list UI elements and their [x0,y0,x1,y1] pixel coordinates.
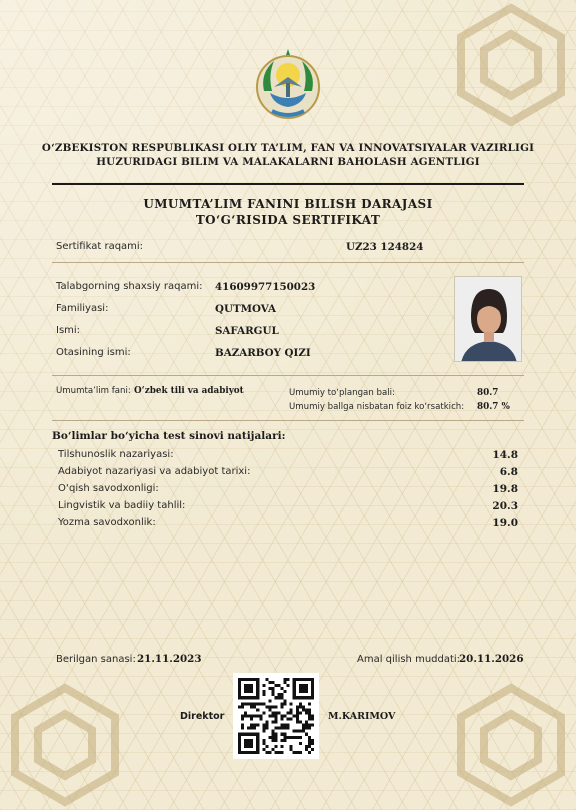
verification-qr-code[interactable] [233,673,319,759]
first-name-value: SAFARGUL [215,325,279,337]
result-score: 19.0 [492,517,518,529]
certificate-title-line-1: UMUMTA’LIM FANINI BILISH DARAJASI [143,197,433,211]
subject-value: O‘zbek tili va adabiyot [134,386,244,396]
personal-id-value: 41609977150023 [215,281,316,293]
valid-until-value: 20.11.2026 [459,653,524,665]
corner-ornament-bottom-right [446,680,576,810]
result-label: Tilshunoslik nazariyasi: [58,449,174,460]
percent-score-value: 80.7 % [477,402,510,412]
result-label: Yozma savodxonlik: [58,517,156,528]
valid-until-label: Amal qilish muddati: [357,654,461,665]
patronymic-label: Otasining ismi: [56,347,131,358]
result-score: 20.3 [492,500,518,512]
certificate-divider [52,262,524,263]
patronymic-value: BAZARBOY QIZI [215,347,311,359]
subject-divider [52,420,524,421]
total-score-label: Umumiy to‘plangan bali: [289,388,395,398]
total-score-value: 80.7 [477,388,499,398]
result-score: 19.8 [492,483,518,495]
issue-date-label: Berilgan sanasi: [56,654,136,665]
applicant-portrait-icon [455,277,522,362]
director-name: M.KARIMOV [328,711,396,722]
corner-ornament-bottom-left [0,680,130,810]
agency-name-line-1: O‘ZBEKISTON RESPUBLIKASI OLIY TA’LIM, FAN VA INNOVATSIYALAR VAZIRLIGI [41,142,535,154]
subject-label: Umumta’lim fani: [56,386,131,396]
surname-label: Familiyasi: [56,303,109,314]
result-score: 14.8 [492,449,518,461]
personal-info-divider [52,375,524,376]
agency-name-line-2: HUZURIDAGI BILIM VA MALAKALARNI BAHOLASH AGENTLIGI [96,156,480,168]
result-label: O‘qish savodxonligi: [58,483,159,494]
issue-date-value: 21.11.2023 [137,653,202,665]
certificate-number-value: UZ23 124824 [346,241,424,253]
percent-score-label: Umumiy ballga nisbatan foiz ko‘rsatkich: [289,402,465,412]
result-score: 6.8 [499,466,518,478]
certificate-number-label: Sertifikat raqami: [56,241,144,252]
certificate-title-line-2: TO‘G‘RISIDA SERTIFIKAT [195,213,381,227]
result-label: Adabiyot nazariyasi va adabiyot tarixi: [58,466,251,477]
corner-ornament-top-right [446,0,576,130]
surname-value: QUTMOVA [215,303,276,315]
qr-code-icon [238,678,314,754]
first-name-label: Ismi: [56,325,81,336]
applicant-photo [454,276,522,362]
director-label: Direktor [180,711,225,722]
header-divider [52,183,524,185]
section-results-heading: Bo‘limlar bo‘yicha test sinovi natijalari: [52,430,286,442]
state-emblem-icon [250,47,326,123]
result-label: Lingvistik va badiiy tahlil: [58,500,186,511]
personal-id-label: Talabgorning shaxsiy raqami: [56,281,203,292]
